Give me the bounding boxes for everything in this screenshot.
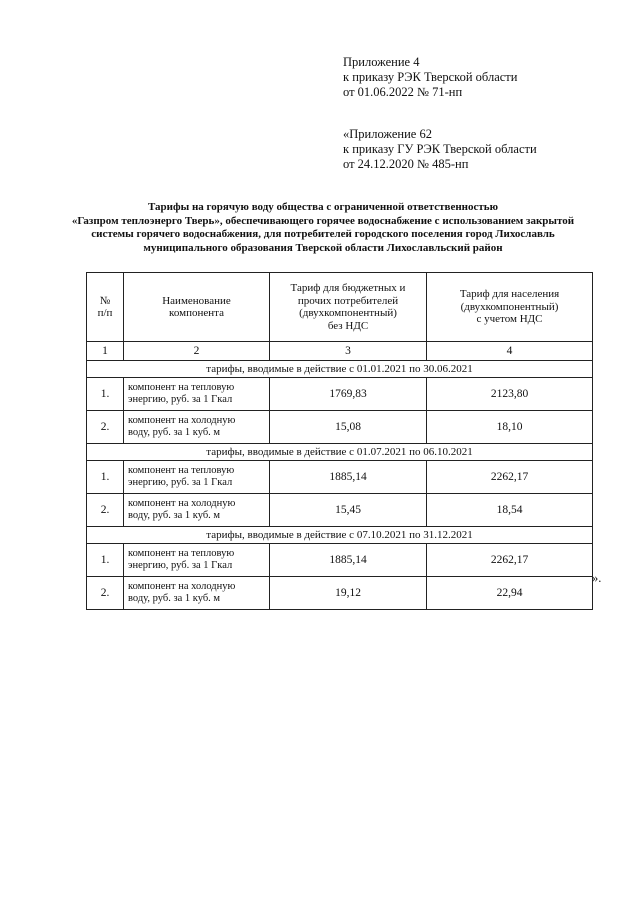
component-name	[124, 544, 270, 577]
population-tariff-value: 18,10	[427, 411, 593, 444]
population-tariff-value: 2262,17	[427, 461, 593, 494]
header-line: «Приложение 62	[343, 127, 432, 141]
component-name-line: энергию, руб. за 1 Гкал	[128, 477, 233, 488]
col-header-number: № п/п	[87, 273, 124, 342]
budget-tariff-value: 19,12	[270, 577, 427, 610]
header-line: к приказу РЭК Тверской области	[343, 70, 518, 84]
table-row	[87, 378, 593, 411]
column-number: 4	[427, 342, 593, 361]
period-label: тарифы, вводимые в действие с 01.07.2021 по 06.10.2021	[87, 444, 593, 461]
budget-tariff-value: 1769,83	[270, 378, 427, 411]
row-number: 2.	[87, 494, 124, 527]
row-number: 1.	[87, 544, 124, 577]
col-header-population-tariff: Тариф для населения (двухкомпонентный) с учетом НДС	[427, 273, 593, 342]
table-row	[87, 494, 593, 527]
document-title	[40, 201, 606, 255]
component-name-line: компонент на тепловую	[128, 465, 235, 476]
closing-quote: ».	[592, 571, 602, 585]
appendix-header-original	[343, 127, 537, 172]
period-row	[87, 444, 593, 461]
component-name	[124, 411, 270, 444]
header-line: от 24.12.2020 № 485-нп	[343, 157, 469, 171]
column-number: 2	[124, 342, 270, 361]
row-number: 1.	[87, 461, 124, 494]
column-number-row	[87, 342, 593, 361]
title-line: муниципального образования Тверской области Лихославльский район	[143, 241, 503, 254]
table-row	[87, 411, 593, 444]
column-number: 3	[270, 342, 427, 361]
component-name	[124, 461, 270, 494]
component-name-line: воду, руб. за 1 куб. м	[128, 427, 221, 438]
component-name-line: энергию, руб. за 1 Гкал	[128, 394, 233, 405]
budget-tariff-value: 1885,14	[270, 461, 427, 494]
row-number: 1.	[87, 378, 124, 411]
budget-tariff-value: 1885,14	[270, 544, 427, 577]
component-name-line: компонент на холодную	[128, 415, 236, 426]
row-number: 2.	[87, 411, 124, 444]
component-name	[124, 378, 270, 411]
column-number: 1	[87, 342, 124, 361]
title-line: «Газпром теплоэнерго Тверь», обеспечивающего горячее водоснабжение с использованием закрытой	[71, 214, 575, 227]
row-number: 2.	[87, 577, 124, 610]
tariff-table	[86, 272, 593, 610]
component-name	[124, 494, 270, 527]
budget-tariff-value: 15,08	[270, 411, 427, 444]
period-row	[87, 527, 593, 544]
title-line: системы горячего водоснабжения, для потребителей городского поселения город Лихославль	[91, 228, 555, 240]
header-line: от 01.06.2022 № 71-нп	[343, 85, 463, 99]
header-line: к приказу ГУ РЭК Тверской области	[343, 142, 537, 156]
population-tariff-value: 2123,80	[427, 378, 593, 411]
component-name-line: компонент на холодную	[128, 498, 236, 509]
population-tariff-value: 18,54	[427, 494, 593, 527]
component-name	[124, 577, 270, 610]
component-name-line: компонент на тепловую	[128, 382, 235, 393]
period-label: тарифы, вводимые в действие с 07.10.2021 по 31.12.2021	[87, 527, 593, 544]
population-tariff-value: 22,94	[427, 577, 593, 610]
period-row	[87, 361, 593, 378]
component-name-line: компонент на тепловую	[128, 548, 235, 559]
header-line: Приложение 4	[343, 55, 420, 69]
component-name-line: компонент на холодную	[128, 581, 236, 592]
col-header-component: Наименование компонента	[124, 273, 270, 342]
col-header-budget-tariff: Тариф для бюджетных и прочих потребителей (двухкомпонентный) без НДС	[270, 273, 427, 342]
table-row	[87, 577, 593, 610]
component-name-line: воду, руб. за 1 куб. м	[128, 593, 221, 604]
component-name-line: воду, руб. за 1 куб. м	[128, 510, 221, 521]
budget-tariff-value: 15,45	[270, 494, 427, 527]
component-name-line: энергию, руб. за 1 Гкал	[128, 560, 233, 571]
table-row	[87, 544, 593, 577]
population-tariff-value: 2262,17	[427, 544, 593, 577]
title-line: Тарифы на горячую воду общества с ограниченной ответственностью	[147, 201, 499, 213]
table-header-row	[87, 273, 593, 342]
table-row	[87, 461, 593, 494]
appendix-header	[343, 55, 517, 100]
period-label: тарифы, вводимые в действие с 01.01.2021 по 30.06.2021	[87, 361, 593, 378]
